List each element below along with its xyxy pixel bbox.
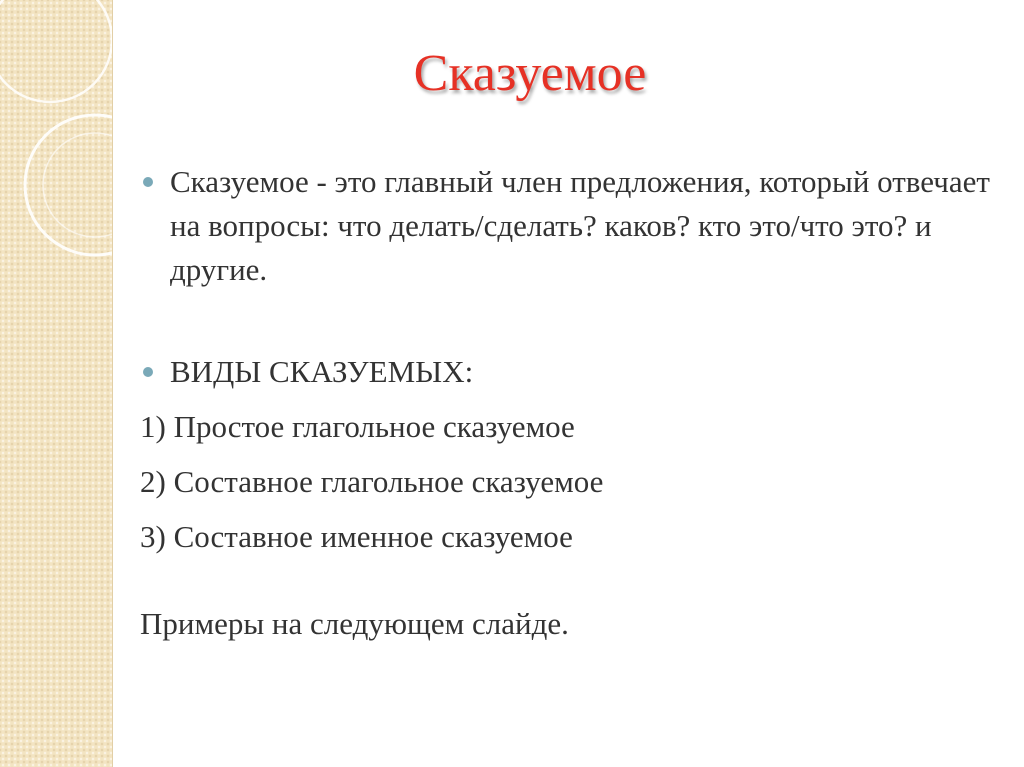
- types-heading: ВИДЫ СКАЗУЕМЫХ:: [170, 354, 474, 389]
- slide-title: Сказуемое: [413, 45, 647, 102]
- type-item: 3) Составное именное сказуемое: [140, 519, 573, 554]
- type-item: 2) Составное глагольное сказуемое: [140, 464, 604, 499]
- bullet-dot-icon: [143, 367, 153, 377]
- bullet-dot-icon: [143, 177, 153, 187]
- slide-content: [140, 160, 990, 646]
- definition-text: Сказуемое - это главный член предложения, который отвечает на вопросы: что делать/сделать? каков? кто это/что это? и другие.: [170, 164, 990, 287]
- types-heading-bullet: [140, 350, 990, 394]
- decorative-side-band: [0, 0, 113, 767]
- definition-bullet: [140, 160, 990, 292]
- next-slide-note: Примеры на следующем слайде.: [140, 606, 569, 641]
- type-item: 1) Простое глагольное сказуемое: [140, 409, 575, 444]
